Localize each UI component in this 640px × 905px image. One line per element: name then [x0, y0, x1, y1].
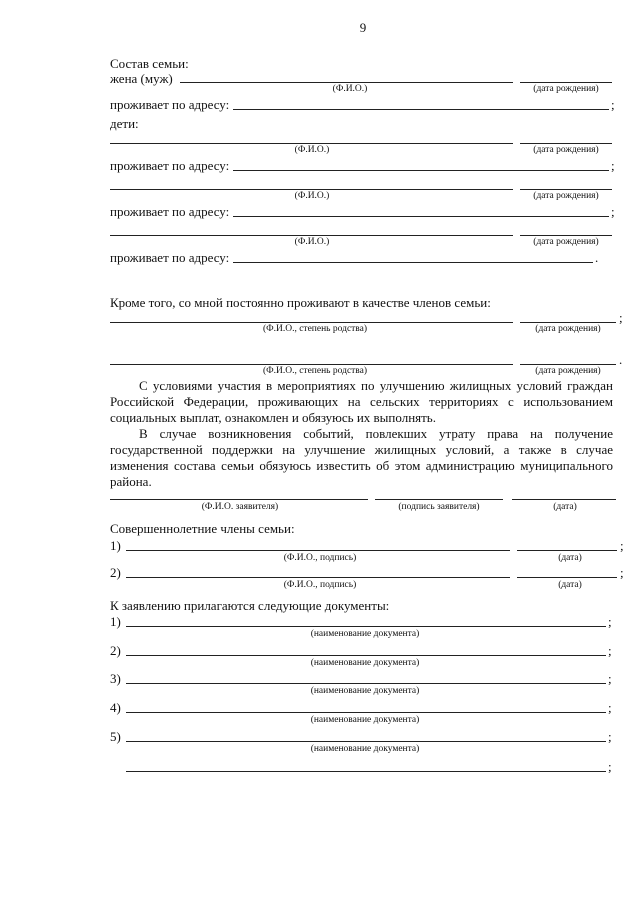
member2-birth-caption: (дата рождения): [535, 366, 601, 376]
page-number: 9: [359, 20, 367, 35]
child2-address-label: проживает по адресу:: [110, 204, 230, 219]
applicant-fio-caption: (Ф.И.О. заявителя): [201, 502, 279, 512]
doc2-line[interactable]: [126, 655, 606, 656]
child3-birth-caption: (дата рождения): [533, 237, 599, 247]
doc2-semicolon: ;: [608, 643, 612, 658]
child3-fio-line[interactable]: [110, 235, 513, 236]
child3-address-period: .: [595, 250, 599, 265]
doc4-caption: (наименование документа): [310, 715, 420, 725]
adult2-date-caption: (дата): [558, 580, 582, 590]
adult1-fio-line[interactable]: [126, 550, 510, 551]
child2-fio-line[interactable]: [110, 189, 513, 190]
adult2-fio-line[interactable]: [126, 577, 510, 578]
doc1-semicolon: ;: [608, 614, 612, 629]
doc4-number: 4): [110, 700, 121, 715]
spouse-birth-line[interactable]: [520, 82, 612, 83]
member2-period: .: [619, 352, 623, 367]
doc3-number: 3): [110, 671, 121, 686]
child1-address-line[interactable]: [233, 170, 609, 171]
child3-fio-caption: (Ф.И.О.): [294, 237, 330, 247]
doc1-caption: (наименование документа): [310, 629, 420, 639]
family-heading: Состав семьи:: [110, 56, 189, 71]
member1-fio-line[interactable]: [110, 322, 513, 323]
member1-semicolon: ;: [619, 310, 623, 325]
child3-address-line[interactable]: [233, 262, 593, 263]
spouse-address-semicolon: ;: [611, 97, 615, 112]
conditions-paragraph-1: С условиями участия в мероприятиях по улучшению жилищных условий граждан Российской Федерации, проживающих на сельских территориях с использованием социальных выплат, ознакомлен и обязуюсь их выполнять.: [110, 378, 613, 425]
adult1-fio-caption: (Ф.И.О., подпись): [283, 553, 357, 563]
child3-birth-line[interactable]: [520, 235, 612, 236]
applicant-sign-caption: (подпись заявителя): [398, 502, 480, 512]
member2-fio-line[interactable]: [110, 364, 513, 365]
doc5-line[interactable]: [126, 741, 606, 742]
spouse-address-line[interactable]: [233, 109, 609, 110]
doc4-semicolon: ;: [608, 700, 612, 715]
doc2-caption: (наименование документа): [310, 658, 420, 668]
doc-extra-semicolon: ;: [608, 759, 612, 774]
conditions-paragraph-2: В случае возникновения событий, повлекших утрату права на получение государственной поддержки на улучшение жилищных условий, а также в случае изменения состава семьи обязуюсь известить об этом администрацию муниципального района.: [110, 426, 613, 489]
doc1-line[interactable]: [126, 626, 606, 627]
applicant-sign-line[interactable]: [375, 499, 503, 500]
member1-fio-caption: (Ф.И.О., степень родства): [262, 324, 368, 334]
doc4-line[interactable]: [126, 712, 606, 713]
applicant-date-caption: (дата): [553, 502, 577, 512]
members-intro: Кроме того, со мной постоянно проживают в качестве членов семьи:: [110, 295, 491, 310]
spouse-label: жена (муж): [110, 71, 173, 86]
member2-birth-line[interactable]: [520, 364, 616, 365]
child1-birth-line[interactable]: [520, 143, 612, 144]
doc3-line[interactable]: [126, 683, 606, 684]
child1-birth-caption: (дата рождения): [533, 145, 599, 155]
adult2-fio-caption: (Ф.И.О., подпись): [283, 580, 357, 590]
child2-birth-line[interactable]: [520, 189, 612, 190]
doc-extra-line[interactable]: [126, 771, 606, 772]
child1-address-label: проживает по адресу:: [110, 158, 230, 173]
adult2-semicolon: ;: [620, 565, 624, 580]
member2-fio-caption: (Ф.И.О., степень родства): [262, 366, 368, 376]
doc5-semicolon: ;: [608, 729, 612, 744]
adult1-semicolon: ;: [620, 538, 624, 553]
adult2-number: 2): [110, 565, 121, 580]
doc3-caption: (наименование документа): [310, 686, 420, 696]
children-label: дети:: [110, 116, 139, 131]
member1-birth-line[interactable]: [520, 322, 616, 323]
doc5-number: 5): [110, 729, 121, 744]
adult1-date-line[interactable]: [517, 550, 617, 551]
doc5-caption: (наименование документа): [310, 744, 420, 754]
child1-address-semicolon: ;: [611, 158, 615, 173]
doc1-number: 1): [110, 614, 121, 629]
adult2-date-line[interactable]: [517, 577, 617, 578]
child2-address-line[interactable]: [233, 216, 609, 217]
adults-heading: Совершеннолетние члены семьи:: [110, 521, 295, 536]
child1-fio-caption: (Ф.И.О.): [294, 145, 330, 155]
child2-birth-caption: (дата рождения): [533, 191, 599, 201]
child3-address-label: проживает по адресу:: [110, 250, 230, 265]
applicant-date-line[interactable]: [512, 499, 616, 500]
spouse-birth-caption: (дата рождения): [533, 84, 599, 94]
adult1-number: 1): [110, 538, 121, 553]
doc3-semicolon: ;: [608, 671, 612, 686]
applicant-fio-line[interactable]: [110, 499, 368, 500]
child2-address-semicolon: ;: [611, 204, 615, 219]
documents-heading: К заявлению прилагаются следующие документы:: [110, 598, 390, 613]
child2-fio-caption: (Ф.И.О.): [294, 191, 330, 201]
member1-birth-caption: (дата рождения): [535, 324, 601, 334]
doc2-number: 2): [110, 643, 121, 658]
child1-fio-line[interactable]: [110, 143, 513, 144]
spouse-fio-line[interactable]: [180, 82, 513, 83]
adult1-date-caption: (дата): [558, 553, 582, 563]
spouse-address-label: проживает по адресу:: [110, 97, 230, 112]
conditions-text: [110, 378, 613, 490]
spouse-fio-caption: (Ф.И.О.): [332, 84, 368, 94]
